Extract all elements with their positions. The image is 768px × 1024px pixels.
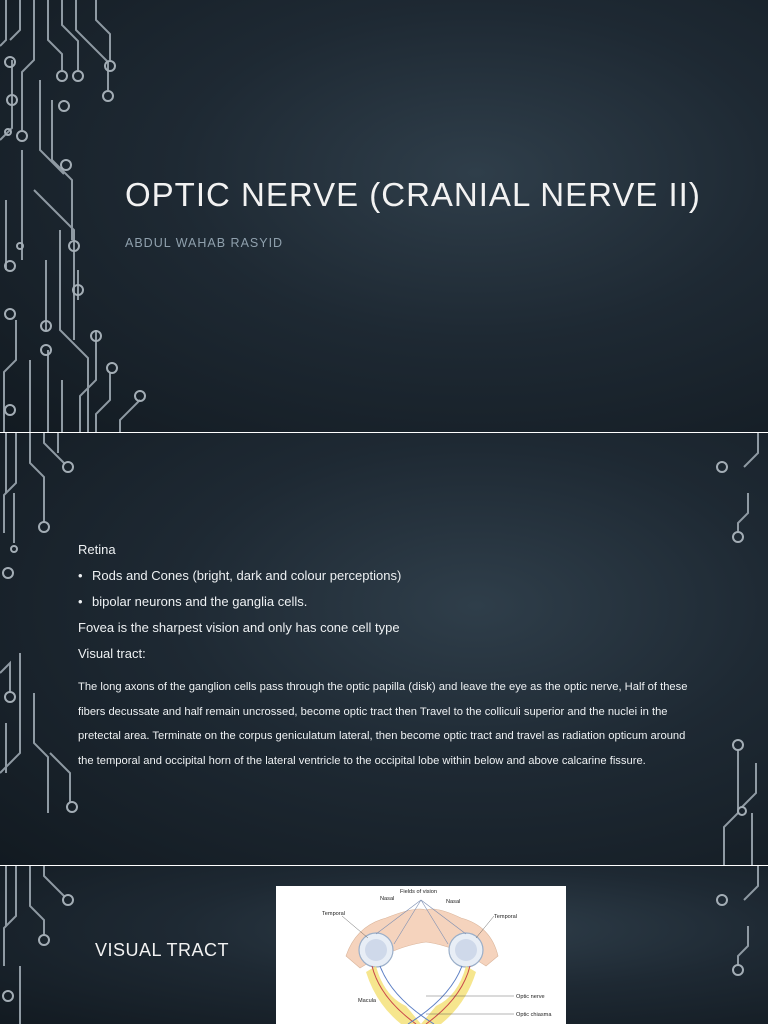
circuit-decoration-right: [708, 433, 768, 865]
presentation-title: OPTIC NERVE (CRANIAL NERVE II): [125, 176, 701, 213]
bullet-dot-icon: •: [78, 568, 83, 583]
label-temporal-left: Temporal: [322, 911, 346, 917]
visual-pathway-illustration: [276, 886, 566, 1024]
visual-tract-paragraph: The long axons of the ganglion cells pass through the optic papilla (disk) and leave the eye as the optic nerve, Half of these fibers decussate and half remain uncrossed, become optic tract then Travel to the colliculi superior and the nuclei in the pretectal area. Terminate on the corpus geniculatum lateral, then become optic tract and travel as radiation opticum around the temporal and occipital horn of the lateral ventricle to the occipital lobe within below and above calcarine fissure.: [78, 681, 688, 767]
circuit-decoration-left: [0, 866, 90, 1024]
label-fields-of-vision: Fields of vision: [400, 889, 437, 895]
label-temporal-right: Temporal: [494, 914, 518, 920]
label-optic-chiasma: Optic chiasma: [516, 1012, 552, 1018]
bullet-item: [78, 589, 698, 615]
visual-tract-heading: Visual tract:: [78, 646, 146, 661]
bullet-item: [78, 563, 698, 589]
bullet-dot-icon: •: [78, 594, 83, 609]
diagram-slide: [0, 866, 768, 1024]
retina-heading: Retina: [78, 542, 116, 557]
title-slide: [0, 0, 768, 432]
content-slide: [0, 433, 768, 865]
slide-title: VISUAL TRACT: [95, 940, 230, 960]
label-optic-nerve: Optic nerve: [516, 994, 545, 1000]
circuit-decoration-right: [708, 866, 768, 1024]
bullet-text: Rods and Cones (bright, dark and colour perceptions): [92, 568, 402, 583]
circuit-decoration-left: [0, 433, 90, 865]
label-macula: Macula: [358, 998, 377, 1004]
circuit-decoration: [0, 0, 160, 432]
label-nasal-right: Nasal: [446, 899, 461, 905]
visual-pathway-diagram: [276, 886, 566, 1024]
author-name: ABDUL WAHAB RASYID: [125, 236, 284, 250]
label-nasal-left: Nasal: [380, 896, 395, 902]
slide-body: [78, 537, 698, 773]
fovea-text: Fovea is the sharpest vision and only has cone cell type: [78, 620, 400, 635]
bullet-text: bipolar neurons and the ganglia cells.: [92, 594, 308, 609]
